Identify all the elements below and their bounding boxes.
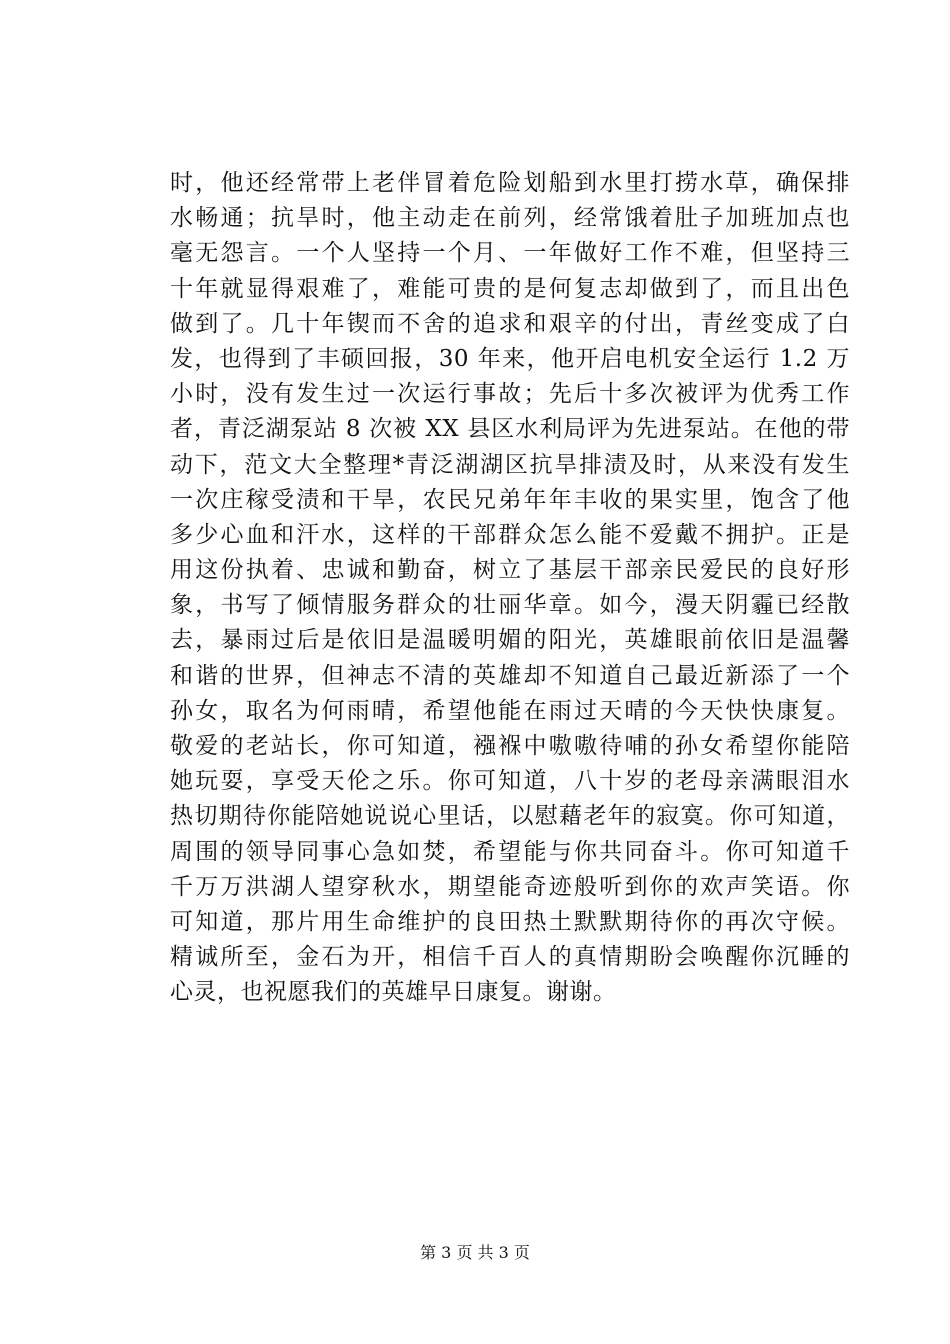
text-line: 她玩耍，享受天伦之乐。你可知道，八十岁的老母亲满眼泪水 [170, 768, 850, 795]
text-line: 热切期待你能陪她说说心里话，以慰藉老年的寂寞。你可知道， [170, 803, 850, 830]
text-line: 动下，范文大全整理*青泛湖湖区抗旱排渍及时，从来没有发生 [170, 451, 850, 478]
text-line: 孙女，取名为何雨晴，希望他能在雨过天晴的今天快快康复。 [170, 697, 850, 724]
text-line: 者，青泛湖泵站 8 次被 XX 县区水利局评为先进泵站。在他的带 [170, 416, 850, 443]
text-line: 象，书写了倾情服务群众的壮丽华章。如今，漫天阴霾已经散 [170, 592, 850, 619]
text-line: 和谐的世界，但神志不清的英雄却不知道自己最近新添了一个 [170, 662, 850, 689]
page-number-footer: 第 3 页 共 3 页 [420, 1243, 530, 1262]
text-line: 敬爱的老站长，你可知道，襁褓中嗷嗷待哺的孙女希望你能陪 [170, 733, 850, 759]
text-line: 时，他还经常带上老伴冒着危险划船到水里打捞水草，确保排 [170, 170, 850, 196]
text-line: 周围的领导同事心急如焚，希望能与你共同奋斗。你可知道千 [170, 838, 850, 865]
text-line: 发，也得到了丰硕回报，30 年来，他开启电机安全运行 1.2 万 [170, 345, 850, 372]
text-line: 精诚所至，金石为开，相信千百人的真情期盼会唤醒你沉睡的 [170, 944, 850, 971]
text-line: 多少心血和汗水，这样的干部群众怎么能不爱戴不拥护。正是 [170, 521, 850, 548]
text-line: 小时，没有发生过一次运行事故；先后十多次被评为优秀工作 [170, 381, 850, 408]
text-line: 用这份执着、忠诚和勤奋，树立了基层干部亲民爱民的良好形 [170, 557, 850, 584]
text-line: 水畅通；抗旱时，他主动走在前列，经常饿着肚子加班加点也 [170, 205, 850, 232]
body-text [170, 166, 850, 1011]
text-line: 做到了。几十年锲而不舍的追求和艰辛的付出，青丝变成了白 [170, 310, 850, 337]
text-line: 毫无怨言。一个人坚持一个月、一年做好工作不难，但坚持三 [170, 240, 850, 267]
text-line: 可知道，那片用生命维护的良田热土默默期待你的再次守候。 [170, 908, 850, 935]
text-line: 千万万洪湖人望穿秋水，期望能奇迹般听到你的欢声笑语。你 [170, 873, 850, 900]
text-line: 心灵，也祝愿我们的英雄早日康复。谢谢。 [170, 979, 617, 1006]
text-line: 去，暴雨过后是依旧是温暖明媚的阳光，英雄眼前依旧是温馨 [170, 627, 850, 654]
text-line: 一次庄稼受渍和干旱，农民兄弟年年丰收的果实里，饱含了他 [170, 486, 850, 513]
text-line: 十年就显得艰难了，难能可贵的是何复志却做到了，而且出色 [170, 275, 850, 302]
